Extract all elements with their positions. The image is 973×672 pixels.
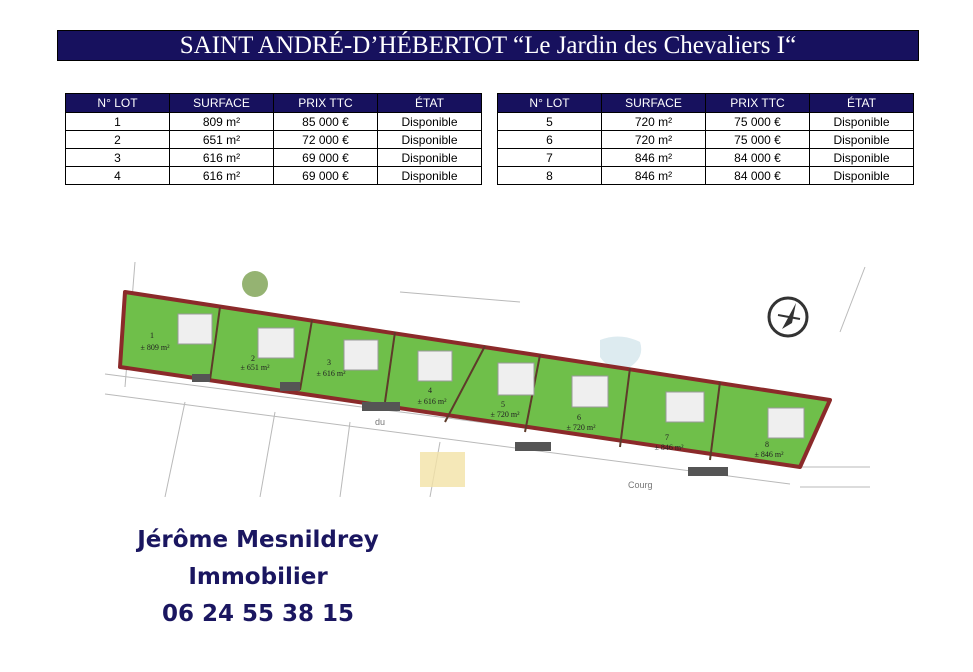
lot-3-number: 3	[327, 358, 331, 367]
lots-parcel	[120, 292, 830, 467]
road-label-du: du	[375, 417, 386, 427]
lot-8-area: ± 846 m²	[754, 450, 784, 459]
site-plan	[100, 262, 870, 497]
agency-name: Jérôme Mesnildrey	[137, 527, 379, 553]
lot-4-number: 4	[428, 386, 432, 395]
lot-surface: 846 m²	[602, 167, 706, 185]
lot-1-area: ± 809 m²	[140, 343, 170, 352]
agency-block	[128, 522, 388, 633]
header-status: ÉTAT	[810, 94, 914, 113]
lot-status: Disponible	[810, 167, 914, 185]
lot-surface: 616 m²	[170, 149, 274, 167]
lot-number: 1	[66, 113, 170, 131]
lot-price: 69 000 €	[274, 149, 378, 167]
lot-price: 84 000 €	[706, 167, 810, 185]
header-surface: SURFACE	[170, 94, 274, 113]
lot-5-area: ± 720 m²	[490, 410, 520, 419]
header-price: PRIX TTC	[706, 94, 810, 113]
lot-number: 4	[66, 167, 170, 185]
page-title: SAINT ANDRÉ-D’HÉBERTOT “Le Jardin des Chevaliers I“	[57, 30, 919, 61]
lot-5-number: 5	[501, 400, 505, 409]
lot-2-area: ± 651 m²	[240, 363, 270, 372]
lot-price: 72 000 €	[274, 131, 378, 149]
lot-price: 85 000 €	[274, 113, 378, 131]
lot-status: Disponible	[810, 113, 914, 131]
lot-4-area: ± 616 m²	[417, 397, 447, 406]
lot-surface: 809 m²	[170, 113, 274, 131]
road-label-courg: Courg	[628, 480, 653, 490]
header-price: PRIX TTC	[274, 94, 378, 113]
header-lot: N° LOT	[66, 94, 170, 113]
lot-price: 69 000 €	[274, 167, 378, 185]
lot-status: Disponible	[378, 167, 482, 185]
lot-8-number: 8	[765, 440, 769, 449]
lot-price: 75 000 €	[706, 113, 810, 131]
lot-status: Disponible	[378, 149, 482, 167]
lot-surface: 720 m²	[602, 113, 706, 131]
table-row	[498, 149, 914, 167]
header-surface: SURFACE	[602, 94, 706, 113]
lot-status: Disponible	[378, 131, 482, 149]
agency-subtitle: Immobilier	[188, 564, 328, 590]
table-row	[66, 149, 482, 167]
lot-3-area: ± 616 m²	[316, 369, 346, 378]
lot-7-number: 7	[665, 433, 669, 442]
lot-number: 6	[498, 131, 602, 149]
lot-number: 5	[498, 113, 602, 131]
lot-surface: 720 m²	[602, 131, 706, 149]
lot-surface: 846 m²	[602, 149, 706, 167]
table-row	[66, 131, 482, 149]
lot-number: 8	[498, 167, 602, 185]
lot-surface: 651 m²	[170, 131, 274, 149]
header-status: ÉTAT	[378, 94, 482, 113]
lot-status: Disponible	[378, 113, 482, 131]
lots-table-right	[497, 93, 914, 185]
lot-1-number: 1	[150, 331, 154, 340]
table-header-row	[66, 94, 482, 113]
table-header-row	[498, 94, 914, 113]
lot-number: 2	[66, 131, 170, 149]
compass-rose-icon	[769, 298, 807, 336]
table-row	[498, 113, 914, 131]
lot-2-number: 2	[251, 354, 255, 363]
lots-table-left	[65, 93, 482, 185]
lot-number: 3	[66, 149, 170, 167]
lot-price: 84 000 €	[706, 149, 810, 167]
pond	[600, 336, 641, 368]
lot-7-area: ± 846 m²	[654, 443, 684, 452]
lot-6-number: 6	[577, 413, 581, 422]
lot-6-area: ± 720 m²	[566, 423, 596, 432]
parking-area	[420, 452, 465, 487]
lot-number: 7	[498, 149, 602, 167]
table-row	[66, 113, 482, 131]
table-row	[498, 167, 914, 185]
lot-status: Disponible	[810, 131, 914, 149]
lot-surface: 616 m²	[170, 167, 274, 185]
header-lot: N° LOT	[498, 94, 602, 113]
table-row	[66, 167, 482, 185]
lot-price: 75 000 €	[706, 131, 810, 149]
lot-status: Disponible	[810, 149, 914, 167]
agency-phone: 06 24 55 38 15	[161, 601, 355, 627]
table-row	[498, 131, 914, 149]
tree-top	[242, 271, 268, 297]
